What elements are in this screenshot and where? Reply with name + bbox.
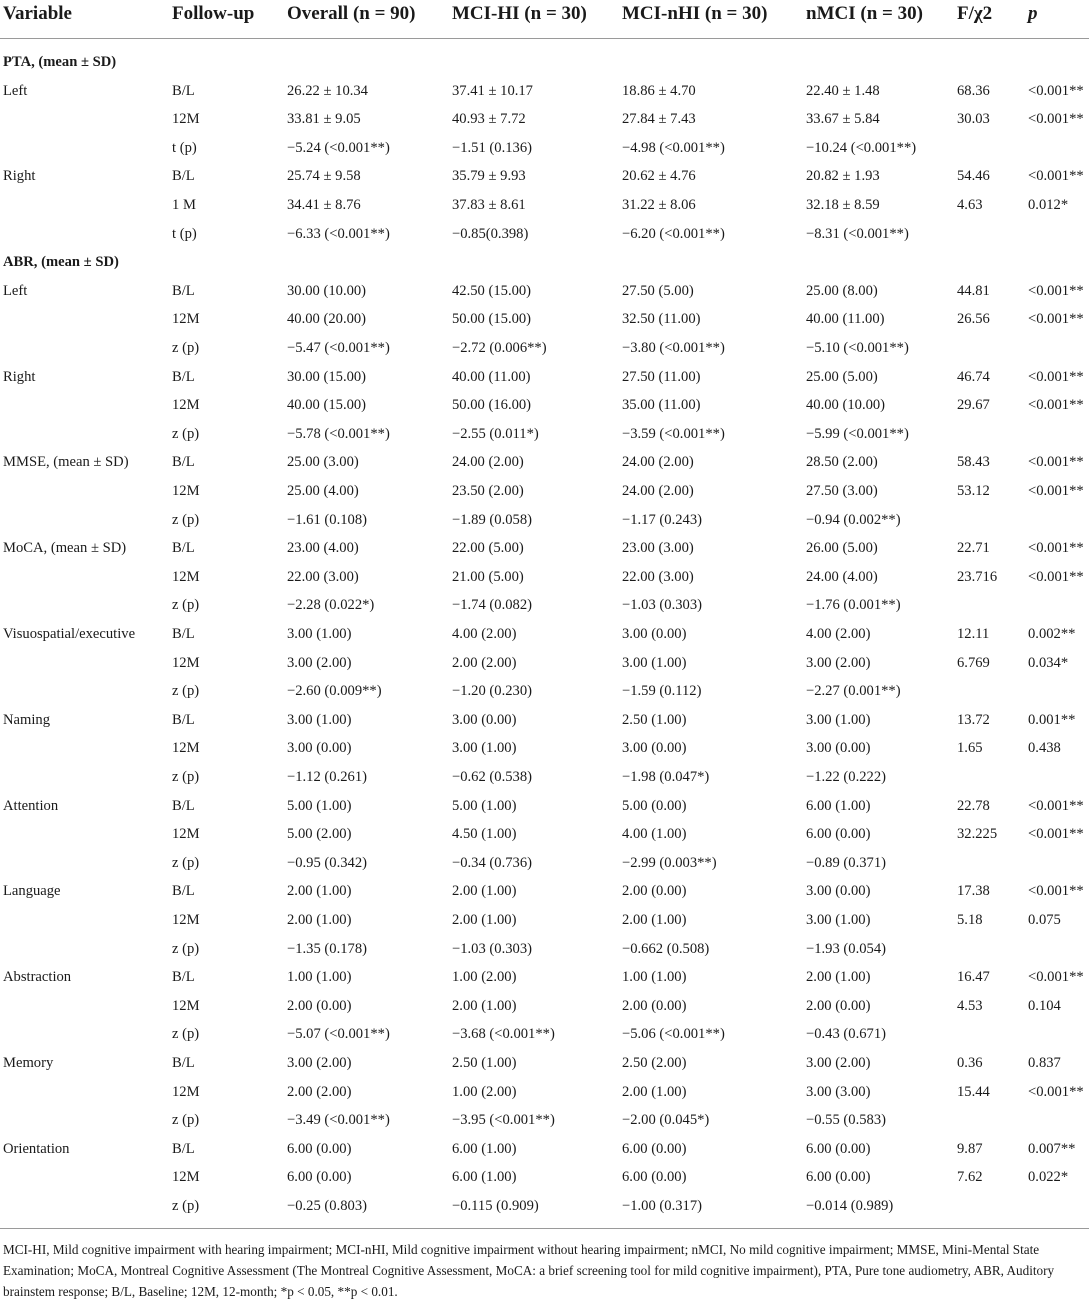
cell-mci-hi: −0.115 (0.909) — [452, 1198, 539, 1214]
cell-mci-nhi: 2.00 (0.00) — [622, 998, 687, 1014]
cell-mci-hi: 2.00 (1.00) — [452, 912, 517, 928]
header-follow-up: Follow-up — [172, 3, 255, 24]
cell-mci-hi: −3.68 (<0.001**) — [452, 1026, 555, 1042]
cell-mci-hi: 50.00 (16.00) — [452, 397, 532, 413]
cell-overall: 30.00 (10.00) — [287, 283, 367, 299]
cell-mci-hi: 37.41 ± 10.17 — [452, 83, 533, 99]
cell-follow-up: z (p) — [172, 512, 200, 528]
cell-nmci: −1.76 (0.001**) — [806, 597, 901, 613]
cell-mci-hi: 24.00 (2.00) — [452, 454, 524, 470]
cell-nmci: 3.00 (1.00) — [806, 712, 871, 728]
cell-p: <0.001** — [1028, 369, 1084, 385]
cell-stat: 22.78 — [957, 798, 990, 814]
header-mci-hi: MCI-HI (n = 30) — [452, 3, 587, 24]
cell-p: <0.001** — [1028, 168, 1084, 184]
cell-mci-hi: 23.50 (2.00) — [452, 483, 524, 499]
table-footnote: MCI-HI, Mild cognitive impairment with hearing impairment; MCI-nHI, Mild cognitive impairment without hearing impairment; nMCI, No mild cognitive impairment; MMSE, Mini-Mental State Examination; MoCA, Montreal Cognitive Assessment (The Montreal Cognitive Assessment, MoCA: a brief screening tool for mild cognitive impairment), PTA, Pure tone audiometry, ABR, Auditory brainstem response; B/L, Baseline; 12M, 12-month; *p < 0.05, **p < 0.01. — [3, 1242, 1055, 1299]
header-rule — [0, 38, 1089, 39]
cell-overall: 3.00 (1.00) — [287, 712, 352, 728]
cell-nmci: −1.93 (0.054) — [806, 941, 886, 957]
cell-mci-hi: −1.03 (0.303) — [452, 941, 532, 957]
cell-mci-nhi: 35.00 (11.00) — [622, 397, 701, 413]
cell-follow-up: z (p) — [172, 340, 200, 356]
cell-follow-up: B/L — [172, 83, 195, 99]
cell-variable: MoCA, (mean ± SD) — [3, 540, 127, 556]
cell-mci-hi: −1.74 (0.082) — [452, 597, 532, 613]
cell-mci-hi: −0.85(0.398) — [452, 226, 529, 242]
cell-mci-nhi: −3.59 (<0.001**) — [622, 426, 725, 442]
header-mci-nhi: MCI-nHI (n = 30) — [622, 3, 768, 24]
cell-nmci: −2.27 (0.001**) — [806, 683, 901, 699]
cell-stat: 23.716 — [957, 569, 998, 585]
cell-nmci: 2.00 (0.00) — [806, 998, 871, 1014]
cell-mci-hi: 2.00 (2.00) — [452, 655, 517, 671]
cell-follow-up: 12M — [172, 1169, 200, 1185]
cell-p: 0.001** — [1028, 712, 1076, 728]
cell-stat: 0.36 — [957, 1055, 983, 1071]
cell-nmci: 6.00 (0.00) — [806, 1169, 871, 1185]
cell-mci-hi: 2.00 (1.00) — [452, 883, 517, 899]
cell-stat: 32.225 — [957, 826, 998, 842]
cell-mci-hi: 1.00 (2.00) — [452, 969, 517, 985]
cell-overall: 2.00 (2.00) — [287, 1084, 352, 1100]
cell-stat: 4.63 — [957, 197, 983, 213]
cell-follow-up: z (p) — [172, 769, 200, 785]
cell-nmci: 3.00 (0.00) — [806, 740, 871, 756]
cell-mci-nhi: −0.662 (0.508) — [622, 941, 710, 957]
cell-stat: 29.67 — [957, 397, 990, 413]
cell-follow-up: B/L — [172, 712, 195, 728]
cell-variable: Memory — [3, 1055, 54, 1071]
cell-overall: −3.49 (<0.001**) — [287, 1112, 390, 1128]
cell-overall: 5.00 (1.00) — [287, 798, 352, 814]
cell-stat: 1.65 — [957, 740, 983, 756]
cell-follow-up: z (p) — [172, 426, 200, 442]
header-nmci: nMCI (n = 30) — [806, 3, 923, 24]
cell-mci-hi: 37.83 ± 8.61 — [452, 197, 526, 213]
cell-follow-up: B/L — [172, 1055, 195, 1071]
cell-mci-hi: −1.20 (0.230) — [452, 683, 532, 699]
cell-mci-hi: 40.00 (11.00) — [452, 369, 531, 385]
cell-mci-hi: 6.00 (1.00) — [452, 1169, 517, 1185]
cell-stat: 6.769 — [957, 655, 990, 671]
cell-overall: 3.00 (2.00) — [287, 655, 352, 671]
cell-variable: Right — [3, 168, 36, 184]
cell-follow-up: B/L — [172, 283, 195, 299]
cell-mci-hi: −1.89 (0.058) — [452, 512, 532, 528]
cell-p: <0.001** — [1028, 798, 1084, 814]
cell-mci-nhi: 18.86 ± 4.70 — [622, 83, 696, 99]
cell-follow-up: B/L — [172, 454, 195, 470]
cell-overall: −1.12 (0.261) — [287, 769, 367, 785]
cell-overall: −6.33 (<0.001**) — [287, 226, 390, 242]
cell-mci-hi: 22.00 (5.00) — [452, 540, 524, 556]
cell-overall: −5.07 (<0.001**) — [287, 1026, 390, 1042]
cell-follow-up: B/L — [172, 969, 195, 985]
cell-overall: −0.25 (0.803) — [287, 1198, 367, 1214]
cell-nmci: 6.00 (0.00) — [806, 1141, 871, 1157]
cell-p: <0.001** — [1028, 454, 1084, 470]
cell-overall: 22.00 (3.00) — [287, 569, 359, 585]
cell-nmci: −0.94 (0.002**) — [806, 512, 901, 528]
cell-mci-nhi: −2.99 (0.003**) — [622, 855, 717, 871]
cell-stat: 15.44 — [957, 1084, 990, 1100]
cell-mci-nhi: 32.50 (11.00) — [622, 311, 701, 327]
cell-nmci: 3.00 (1.00) — [806, 912, 871, 928]
cell-stat: 44.81 — [957, 283, 990, 299]
cell-mci-hi: 3.00 (0.00) — [452, 712, 517, 728]
cell-overall: −1.61 (0.108) — [287, 512, 367, 528]
cell-variable: Left — [3, 83, 28, 99]
cell-overall: −0.95 (0.342) — [287, 855, 367, 871]
cell-nmci: −1.22 (0.222) — [806, 769, 886, 785]
cell-overall: 3.00 (0.00) — [287, 740, 352, 756]
cell-overall: −5.78 (<0.001**) — [287, 426, 390, 442]
cell-mci-nhi: −1.00 (0.317) — [622, 1198, 702, 1214]
cell-overall: 40.00 (20.00) — [287, 311, 367, 327]
cell-overall: 2.00 (0.00) — [287, 998, 352, 1014]
cell-nmci: 40.00 (11.00) — [806, 311, 885, 327]
cell-p: 0.002** — [1028, 626, 1076, 642]
cell-follow-up: z (p) — [172, 1026, 200, 1042]
cell-stat: 13.72 — [957, 712, 990, 728]
cell-overall: −1.35 (0.178) — [287, 941, 367, 957]
cell-overall: −2.28 (0.022*) — [287, 597, 375, 613]
table-bottom-rule — [0, 1228, 1089, 1229]
cell-overall: 23.00 (4.00) — [287, 540, 359, 556]
cell-overall: 25.00 (4.00) — [287, 483, 359, 499]
cell-nmci: 6.00 (0.00) — [806, 826, 871, 842]
cell-follow-up: 12M — [172, 311, 200, 327]
cell-variable: Naming — [3, 712, 51, 728]
cell-stat: 68.36 — [957, 83, 990, 99]
cell-follow-up: 12M — [172, 655, 200, 671]
cell-mci-hi: −1.51 (0.136) — [452, 140, 532, 156]
cell-mci-hi: 21.00 (5.00) — [452, 569, 524, 585]
header-stat: F/χ2 — [957, 3, 993, 24]
cell-stat: 54.46 — [957, 168, 990, 184]
cell-mci-nhi: 3.00 (0.00) — [622, 740, 687, 756]
cell-follow-up: B/L — [172, 1141, 195, 1157]
cell-overall: 2.00 (1.00) — [287, 883, 352, 899]
cell-mci-hi: −0.34 (0.736) — [452, 855, 532, 871]
cell-follow-up: B/L — [172, 798, 195, 814]
cell-mci-nhi: 31.22 ± 8.06 — [622, 197, 696, 213]
cell-nmci: 32.18 ± 8.59 — [806, 197, 880, 213]
cell-nmci: 25.00 (5.00) — [806, 369, 878, 385]
cell-mci-nhi: 23.00 (3.00) — [622, 540, 694, 556]
cell-nmci: −5.99 (<0.001**) — [806, 426, 909, 442]
cell-overall: 40.00 (15.00) — [287, 397, 367, 413]
cell-nmci: 28.50 (2.00) — [806, 454, 878, 470]
cell-p: 0.075 — [1028, 912, 1061, 928]
cell-overall: 33.81 ± 9.05 — [287, 111, 361, 127]
cell-variable: Language — [3, 883, 61, 899]
cell-follow-up: B/L — [172, 883, 195, 899]
cell-nmci: 20.82 ± 1.93 — [806, 168, 880, 184]
cell-p: <0.001** — [1028, 540, 1084, 556]
cell-mci-nhi: 6.00 (0.00) — [622, 1141, 687, 1157]
cell-nmci: 3.00 (3.00) — [806, 1084, 871, 1100]
cell-p: 0.104 — [1028, 998, 1061, 1014]
cell-overall: 2.00 (1.00) — [287, 912, 352, 928]
cell-follow-up: B/L — [172, 168, 195, 184]
cell-mci-hi: 5.00 (1.00) — [452, 798, 517, 814]
cell-stat: 58.43 — [957, 454, 990, 470]
cell-p: <0.001** — [1028, 483, 1084, 499]
cell-nmci: 22.40 ± 1.48 — [806, 83, 880, 99]
cell-mci-nhi: 24.00 (2.00) — [622, 454, 694, 470]
cell-mci-hi: 2.50 (1.00) — [452, 1055, 517, 1071]
cell-follow-up: 1 M — [172, 197, 196, 213]
cell-mci-hi: 1.00 (2.00) — [452, 1084, 517, 1100]
cell-mci-nhi: 5.00 (0.00) — [622, 798, 687, 814]
cell-overall: 30.00 (15.00) — [287, 369, 367, 385]
cell-follow-up: 12M — [172, 826, 200, 842]
cell-follow-up: B/L — [172, 369, 195, 385]
cell-p: <0.001** — [1028, 569, 1084, 585]
cell-mci-hi: 42.50 (15.00) — [452, 283, 532, 299]
cell-follow-up: 12M — [172, 998, 200, 1014]
cell-mci-nhi: −4.98 (<0.001**) — [622, 140, 725, 156]
cell-mci-nhi: 2.00 (0.00) — [622, 883, 687, 899]
cell-p: 0.022* — [1028, 1169, 1069, 1185]
cell-mci-hi: 4.50 (1.00) — [452, 826, 517, 842]
cell-nmci: 2.00 (1.00) — [806, 969, 871, 985]
cell-variable: Abstraction — [3, 969, 72, 985]
cell-overall: 25.74 ± 9.58 — [287, 168, 361, 184]
cell-mci-nhi: −2.00 (0.045*) — [622, 1112, 710, 1128]
cell-overall: 1.00 (1.00) — [287, 969, 352, 985]
cell-mci-nhi: 2.00 (1.00) — [622, 912, 687, 928]
cell-mci-hi: −2.72 (0.006**) — [452, 340, 547, 356]
cell-p: <0.001** — [1028, 883, 1084, 899]
cell-mci-hi: 4.00 (2.00) — [452, 626, 517, 642]
cell-nmci: −8.31 (<0.001**) — [806, 226, 909, 242]
cell-stat: 12.11 — [957, 626, 990, 642]
cell-mci-nhi: 22.00 (3.00) — [622, 569, 694, 585]
cell-follow-up: z (p) — [172, 855, 200, 871]
cell-mci-nhi: 1.00 (1.00) — [622, 969, 687, 985]
cell-follow-up: B/L — [172, 626, 195, 642]
cell-nmci: 6.00 (1.00) — [806, 798, 871, 814]
cell-mci-nhi: −1.59 (0.112) — [622, 683, 702, 699]
cell-nmci: −0.55 (0.583) — [806, 1112, 886, 1128]
cell-follow-up: z (p) — [172, 683, 200, 699]
cell-follow-up: t (p) — [172, 226, 197, 242]
cell-nmci: 3.00 (2.00) — [806, 1055, 871, 1071]
cell-nmci: 4.00 (2.00) — [806, 626, 871, 642]
cell-nmci: 3.00 (2.00) — [806, 655, 871, 671]
cell-mci-hi: 40.93 ± 7.72 — [452, 111, 526, 127]
cell-mci-hi: 50.00 (15.00) — [452, 311, 532, 327]
cell-overall: 34.41 ± 8.76 — [287, 197, 361, 213]
cell-stat: 7.62 — [957, 1169, 983, 1185]
cell-nmci: −5.10 (<0.001**) — [806, 340, 909, 356]
cell-mci-hi: −0.62 (0.538) — [452, 769, 532, 785]
cell-mci-nhi: −6.20 (<0.001**) — [622, 226, 725, 242]
cell-overall: 26.22 ± 10.34 — [287, 83, 368, 99]
cell-overall: 6.00 (0.00) — [287, 1141, 352, 1157]
cell-variable: Visuospatial/executive — [3, 626, 136, 642]
cell-mci-hi: 6.00 (1.00) — [452, 1141, 517, 1157]
cell-mci-nhi: 27.84 ± 7.43 — [622, 111, 696, 127]
cell-follow-up: z (p) — [172, 941, 200, 957]
cell-stat: 22.71 — [957, 540, 990, 556]
cell-overall: 3.00 (1.00) — [287, 626, 352, 642]
cell-follow-up: B/L — [172, 540, 195, 556]
cell-variable: Right — [3, 369, 36, 385]
cell-variable: Attention — [3, 798, 59, 814]
cell-nmci: −0.89 (0.371) — [806, 855, 886, 871]
cell-stat: 17.38 — [957, 883, 990, 899]
cell-stat: 16.47 — [957, 969, 990, 985]
cell-p: <0.001** — [1028, 397, 1084, 413]
cell-variable: Orientation — [3, 1141, 70, 1157]
cell-p: <0.001** — [1028, 111, 1084, 127]
cell-nmci: 40.00 (10.00) — [806, 397, 886, 413]
cell-p: 0.034* — [1028, 655, 1069, 671]
cell-mci-nhi: 6.00 (0.00) — [622, 1169, 687, 1185]
cell-mci-nhi: 27.50 (5.00) — [622, 283, 694, 299]
cell-nmci: 33.67 ± 5.84 — [806, 111, 880, 127]
cell-p: <0.001** — [1028, 969, 1084, 985]
cell-variable: Left — [3, 283, 28, 299]
cell-p: 0.012* — [1028, 197, 1069, 213]
cell-mci-hi: 2.00 (1.00) — [452, 998, 517, 1014]
cell-follow-up: 12M — [172, 483, 200, 499]
cell-follow-up: z (p) — [172, 1112, 200, 1128]
cell-follow-up: 12M — [172, 740, 200, 756]
cell-nmci: 26.00 (5.00) — [806, 540, 878, 556]
cell-mci-hi: 3.00 (1.00) — [452, 740, 517, 756]
cell-overall: 5.00 (2.00) — [287, 826, 352, 842]
cell-mci-nhi: 20.62 ± 4.76 — [622, 168, 696, 184]
cell-mci-nhi: 2.50 (1.00) — [622, 712, 687, 728]
cell-nmci: 27.50 (3.00) — [806, 483, 878, 499]
cell-overall: 6.00 (0.00) — [287, 1169, 352, 1185]
cell-mci-hi: −3.95 (<0.001**) — [452, 1112, 555, 1128]
cell-nmci: −0.014 (0.989) — [806, 1198, 894, 1214]
cell-p: 0.837 — [1028, 1055, 1061, 1071]
cell-mci-nhi: 2.00 (1.00) — [622, 1084, 687, 1100]
cell-follow-up: 12M — [172, 1084, 200, 1100]
cell-mci-nhi: −1.98 (0.047*) — [622, 769, 710, 785]
cell-p: 0.438 — [1028, 740, 1061, 756]
cell-p: <0.001** — [1028, 826, 1084, 842]
section-label: ABR, (mean ± SD) — [3, 254, 119, 270]
cell-overall: −2.60 (0.009**) — [287, 683, 382, 699]
cell-mci-hi: 35.79 ± 9.93 — [452, 168, 526, 184]
cell-overall: −5.47 (<0.001**) — [287, 340, 390, 356]
cell-p: <0.001** — [1028, 1084, 1084, 1100]
cell-follow-up: z (p) — [172, 1198, 200, 1214]
cell-mci-nhi: 24.00 (2.00) — [622, 483, 694, 499]
cell-nmci: −10.24 (<0.001**) — [806, 140, 917, 156]
cell-mci-hi: −2.55 (0.011*) — [452, 426, 539, 442]
cell-stat: 9.87 — [957, 1141, 983, 1157]
cell-mci-nhi: −3.80 (<0.001**) — [622, 340, 725, 356]
cell-nmci: 24.00 (4.00) — [806, 569, 878, 585]
cell-p: <0.001** — [1028, 311, 1084, 327]
cell-stat: 53.12 — [957, 483, 990, 499]
cell-mci-nhi: −5.06 (<0.001**) — [622, 1026, 725, 1042]
cell-nmci: 25.00 (8.00) — [806, 283, 878, 299]
cell-stat: 4.53 — [957, 998, 983, 1014]
cell-overall: 3.00 (2.00) — [287, 1055, 352, 1071]
cell-stat: 46.74 — [957, 369, 990, 385]
cell-stat: 26.56 — [957, 311, 990, 327]
cell-p: <0.001** — [1028, 83, 1084, 99]
header-variable: Variable — [3, 3, 72, 24]
cell-mci-nhi: −1.17 (0.243) — [622, 512, 702, 528]
cell-variable: MMSE, (mean ± SD) — [3, 454, 129, 470]
cell-p: <0.001** — [1028, 283, 1084, 299]
cell-follow-up: 12M — [172, 569, 200, 585]
cell-mci-nhi: −1.03 (0.303) — [622, 597, 702, 613]
section-label: PTA, (mean ± SD) — [3, 54, 117, 70]
cell-mci-nhi: 3.00 (0.00) — [622, 626, 687, 642]
cell-p: 0.007** — [1028, 1141, 1076, 1157]
cell-overall: 25.00 (3.00) — [287, 454, 359, 470]
cell-mci-nhi: 4.00 (1.00) — [622, 826, 687, 842]
cell-follow-up: 12M — [172, 912, 200, 928]
header-overall: Overall (n = 90) — [287, 3, 416, 24]
cell-nmci: −0.43 (0.671) — [806, 1026, 886, 1042]
cell-follow-up: z (p) — [172, 597, 200, 613]
cell-follow-up: 12M — [172, 111, 200, 127]
cell-mci-nhi: 27.50 (11.00) — [622, 369, 701, 385]
cell-stat: 5.18 — [957, 912, 983, 928]
header-p: p — [1028, 3, 1038, 24]
cell-nmci: 3.00 (0.00) — [806, 883, 871, 899]
cell-mci-nhi: 2.50 (2.00) — [622, 1055, 687, 1071]
cell-stat: 30.03 — [957, 111, 990, 127]
cell-mci-nhi: 3.00 (1.00) — [622, 655, 687, 671]
cell-follow-up: 12M — [172, 397, 200, 413]
cell-overall: −5.24 (<0.001**) — [287, 140, 390, 156]
cell-follow-up: t (p) — [172, 140, 197, 156]
